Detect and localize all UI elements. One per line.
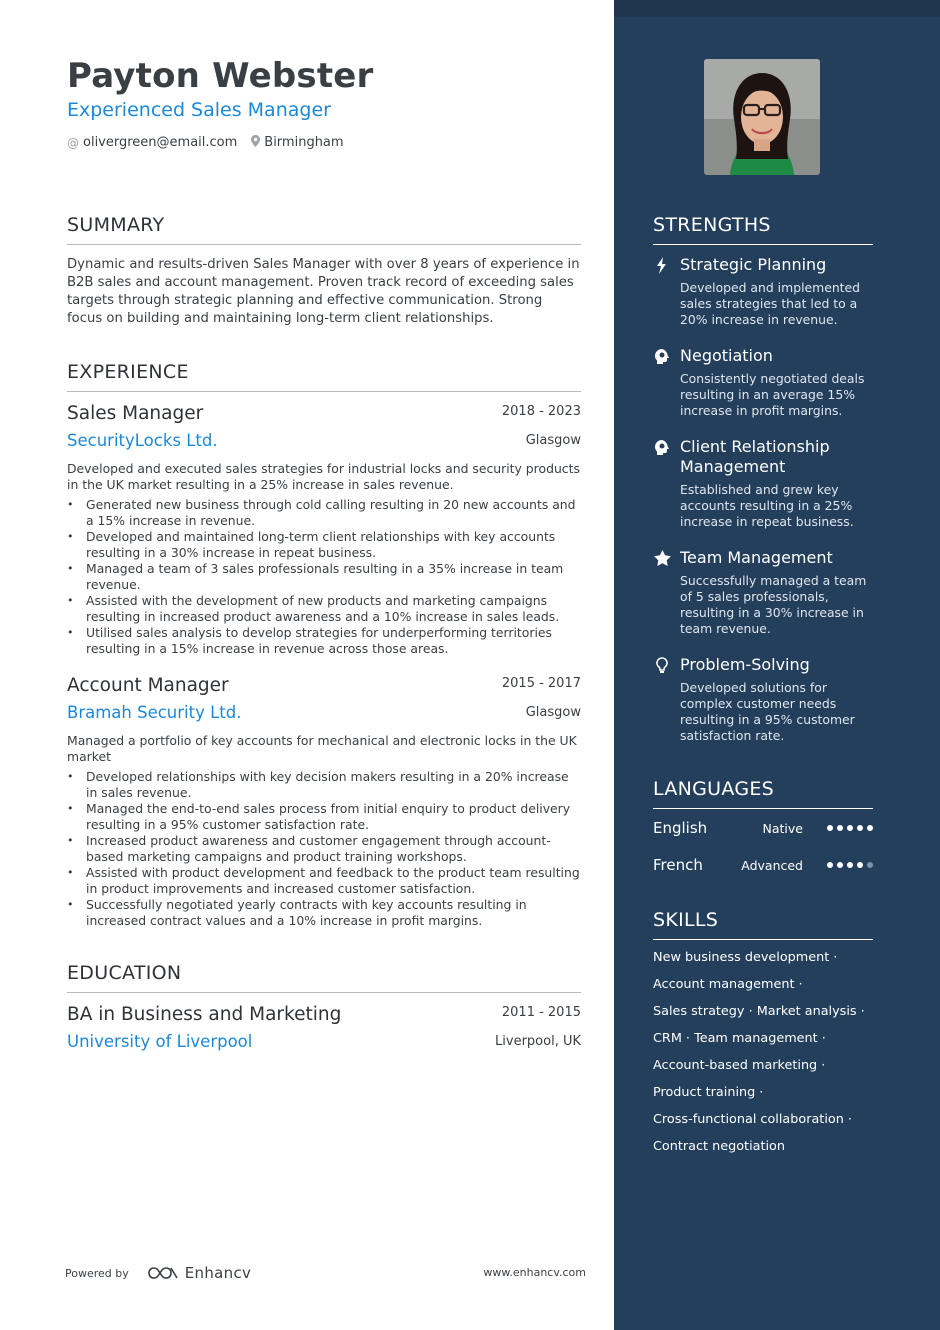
rating-dot-filled xyxy=(827,825,833,831)
language-rating xyxy=(827,862,873,868)
job-bullets xyxy=(67,497,581,657)
job-location: Glasgow xyxy=(525,705,581,720)
rating-dot-filled xyxy=(867,825,873,831)
rating-dot-empty xyxy=(867,862,873,868)
strength-description: Established and grew key accounts resulting in a 25% increase in repeat business. xyxy=(680,482,854,529)
powered-by-label: Powered by xyxy=(65,1266,129,1280)
education-heading: EDUCATION xyxy=(67,962,581,993)
job-title: Sales Manager xyxy=(67,403,204,424)
rating-dot-filled xyxy=(857,862,863,868)
skill-line: Product training · xyxy=(653,1085,764,1100)
sidebar-top-bar xyxy=(614,0,940,17)
language-rating xyxy=(827,825,873,831)
skill-line: New business development · xyxy=(653,950,838,965)
experience-heading: EXPERIENCE xyxy=(67,361,581,392)
language-level: Advanced xyxy=(741,858,803,873)
rating-dot-filled xyxy=(847,825,853,831)
lightbulb-icon xyxy=(653,656,671,674)
skill-line: Account management · xyxy=(653,977,803,992)
contact-row xyxy=(67,135,344,150)
website-link[interactable]: www.enhancv.com xyxy=(483,1266,586,1279)
strength-name: Client Relationship Management xyxy=(680,437,830,476)
strength-description: Developed solutions for complex customer needs resulting in a 95% customer satisfaction rate. xyxy=(680,680,855,743)
list-item: • Managed a team of 3 sales professionals resulting in a 35% increase in team revenue. xyxy=(67,561,581,593)
degree-title: BA in Business and Marketing xyxy=(67,1004,342,1025)
list-item: • Utilised sales analysis to develop strategies for underperforming territories resulting in a 15% increase in revenue across those areas. xyxy=(67,625,581,657)
map-pin-icon xyxy=(251,135,260,150)
brain-head-icon xyxy=(653,347,671,365)
rating-dot-filled xyxy=(837,862,843,868)
language-row xyxy=(653,856,873,876)
lightning-bolt-icon xyxy=(653,256,671,274)
skill-line: CRM · Team management · xyxy=(653,1031,826,1046)
strength-description: Successfully managed a team of 5 sales professionals, resulting in a 30% increase in team revenue. xyxy=(680,573,867,636)
skill-line: Cross-functional collaboration · xyxy=(653,1112,852,1127)
candidate-name: Payton Webster xyxy=(67,56,374,96)
job-dates: 2018 - 2023 xyxy=(501,404,581,419)
language-row xyxy=(653,819,873,839)
profile-photo xyxy=(704,59,820,175)
list-item: • Assisted with the development of new products and marketing campaigns resulting in increased product awareness and a 10% increase in sales leads. xyxy=(67,593,581,625)
job-title: Account Manager xyxy=(67,675,229,696)
rating-dot-filled xyxy=(847,862,853,868)
strength-name: Problem-Solving xyxy=(680,655,810,674)
skills-heading: SKILLS xyxy=(653,909,873,940)
enhancv-logo-icon xyxy=(147,1265,179,1281)
skill-line: Sales strategy · Market analysis · xyxy=(653,1004,865,1019)
strength-name: Team Management xyxy=(680,548,833,567)
languages-heading: LANGUAGES xyxy=(653,778,873,809)
location-text: Birmingham xyxy=(264,135,344,150)
strength-name: Negotiation xyxy=(680,346,773,365)
job-company[interactable]: Bramah Security Ltd. xyxy=(67,703,242,722)
candidate-headline: Experienced Sales Manager xyxy=(67,99,331,121)
rating-dot-filled xyxy=(837,825,843,831)
rating-dot-filled xyxy=(827,862,833,868)
job-location: Glasgow xyxy=(525,433,581,448)
education-location: Liverpool, UK xyxy=(495,1034,581,1049)
job-bullets xyxy=(67,769,581,929)
strength-description: Developed and implemented sales strategies that led to a 20% increase in revenue. xyxy=(680,280,861,327)
skill-line: Account-based marketing · xyxy=(653,1058,826,1073)
language-name: French xyxy=(653,856,703,874)
job-description: Developed and executed sales strategies for industrial locks and security products in the UK market resulting in a 25% increase in sales revenue. xyxy=(67,461,580,492)
language-level: Native xyxy=(762,821,803,836)
strength-description: Consistently negotiated deals resulting in an average 15% increase in profit margins. xyxy=(680,371,865,418)
at-icon: @ xyxy=(67,135,79,150)
list-item: • Managed the end-to-end sales process from initial enquiry to product delivery resulting in a 95% customer satisfaction rate. xyxy=(67,801,581,833)
skill-line: Contract negotiation xyxy=(653,1139,785,1154)
email-text[interactable]: olivergreen@email.com xyxy=(83,135,238,150)
list-item: • Assisted with product development and feedback to the product team resulting in product improvements and increased customer satisfaction. xyxy=(67,865,581,897)
list-item: • Successfully negotiated yearly contracts with key accounts resulting in increased contract values and a 10% increase in profit margins. xyxy=(67,897,581,929)
language-name: English xyxy=(653,819,708,837)
brain-head-icon xyxy=(653,438,671,456)
star-icon xyxy=(653,549,671,567)
summary-heading: SUMMARY xyxy=(67,214,581,245)
strength-name: Strategic Planning xyxy=(680,255,827,274)
brand-name: Enhancv xyxy=(184,1264,252,1282)
job-company[interactable]: SecurityLocks Ltd. xyxy=(67,431,218,450)
strengths-heading: STRENGTHS xyxy=(653,214,873,245)
summary-text: Dynamic and results-driven Sales Manager with over 8 years of experience in B2B sales and account management. Proven track record of exceeding sales targets through strategic planning and effective communication. Strong focus on building and maintaining long-term client relationships. xyxy=(67,257,580,326)
education-dates: 2011 - 2015 xyxy=(501,1005,581,1020)
school-name[interactable]: University of Liverpool xyxy=(67,1032,253,1051)
list-item: • Developed relationships with key decision makers resulting in a 20% increase in sales revenue. xyxy=(67,769,581,801)
list-item: • Increased product awareness and customer engagement through account-based marketing campaigns and product training workshops. xyxy=(67,833,581,865)
job-dates: 2015 - 2017 xyxy=(501,676,581,691)
list-item: • Generated new business through cold calling resulting in 20 new accounts and a 15% increase in revenue. xyxy=(67,497,581,529)
list-item: • Developed and maintained long-term client relationships with key accounts resulting in a 30% increase in repeat business. xyxy=(67,529,581,561)
rating-dot-filled xyxy=(857,825,863,831)
job-description: Managed a portfolio of key accounts for mechanical and electronic locks in the UK market xyxy=(67,733,577,764)
footer-branding xyxy=(65,1264,251,1282)
